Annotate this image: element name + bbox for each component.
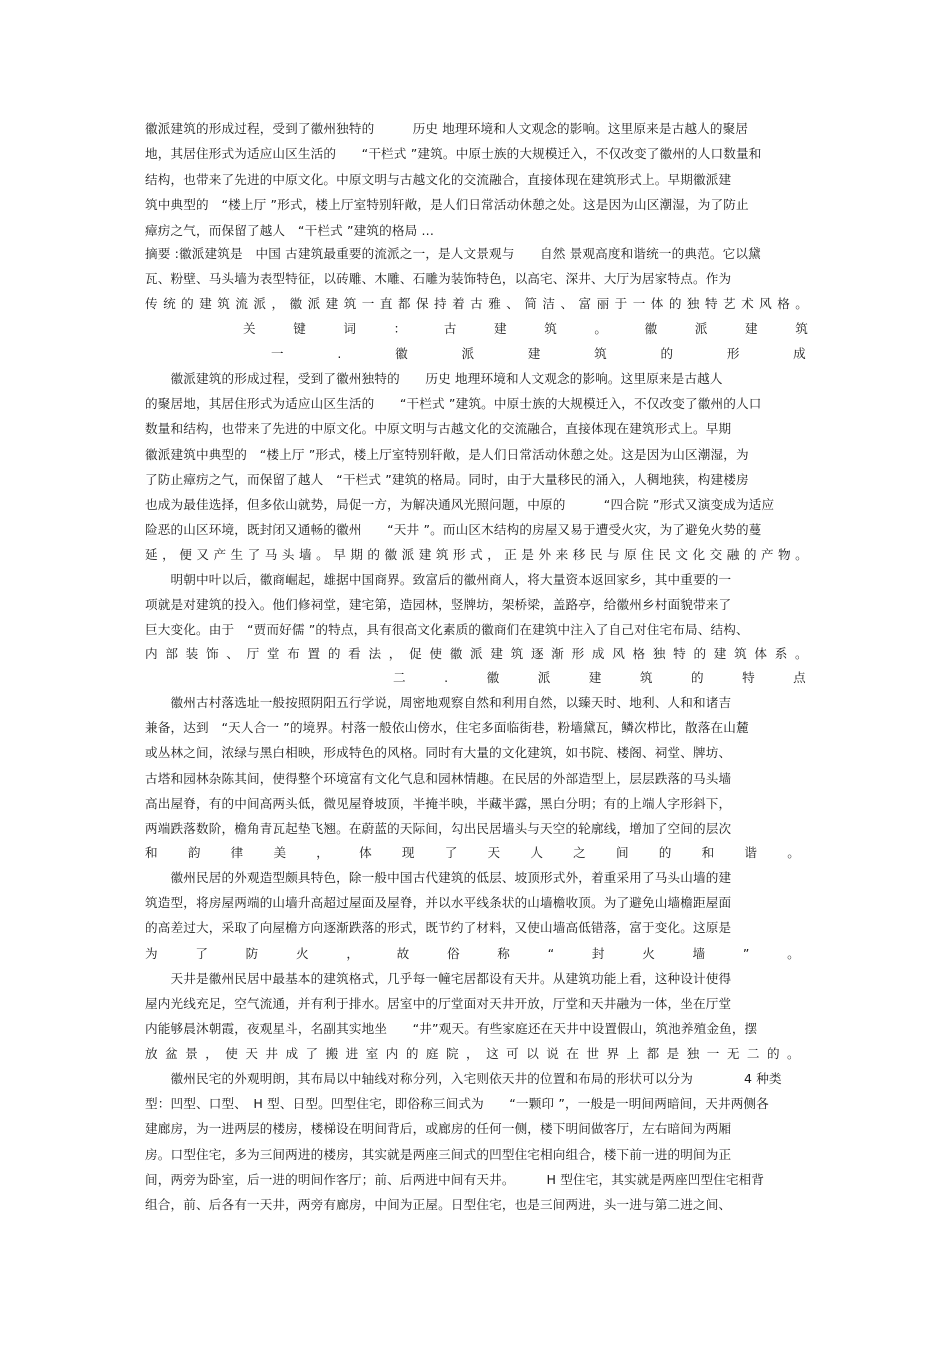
s1_last-char: 民 [658,547,672,562]
keywords-char: 。 [594,321,608,336]
s2-line: 项就是对建筑的投入。他们修祠堂，建宅第，造园林，竖牌坊，架桥梁，盖路亭，给徽州乡村面貌带来了 [145,597,732,613]
heading1-char: 派 [461,346,475,361]
s5_last-char: 进 [345,1046,359,1061]
heading1-char: 成 [793,346,806,361]
s2_last-char: ， [388,646,402,661]
s3_last-char: 了 [444,845,458,860]
abstract_last-char: 着 [452,296,465,311]
intro-line: 结构，也带来了先进的中原文化。中原文明与古越文化的交流融合，直接体现在建筑形式上。早期徽派建 [145,171,732,187]
s2_last-char: 渐 [551,646,564,661]
s1_last-char: 派 [401,547,415,562]
s1_last-char: 式 [470,547,483,562]
s3-line: 兼备，达到 “天人合一 ”的境界。村落一般依山傍水，住宅多面临街巷，粉墙黛瓦，鳞次栉比，散落在山麓 [145,720,749,736]
abstract_last-char: 风 [759,296,772,311]
s1_last-char: 马 [264,547,278,562]
s1_last-char: ， [487,547,500,562]
heading1-char: . [337,346,342,361]
s3_last-char: 谐 [744,845,758,860]
s3_last-char: ， [316,845,329,860]
s3_last-char: 和 [145,845,158,860]
s1_last-char: 便 [179,547,192,562]
s5_last-char: ， [466,1046,479,1061]
s3_last-char: 体 [359,845,372,860]
s4_last-char: 为 [145,946,158,961]
abstract_last-char: 格 [777,296,790,311]
s1_last-line [145,544,808,566]
intro-line: 瘴疠之气，而保留了越人 “干栏式 ”建筑的格局 ... [145,222,434,238]
s1_last-char: ， [162,547,175,562]
s2_last-char: 系 [774,646,788,661]
s2_last-char: 内 [145,646,158,661]
s2_last-char: 体 [754,646,768,661]
heading2-char: 筑 [639,670,653,685]
s4_last-char: 墙 [692,946,706,961]
heading1-char: 徽 [395,346,408,361]
heading2-char: 的 [690,670,704,685]
keywords-char: 筑 [544,321,557,336]
abstract_last-char: 保 [415,296,429,311]
s1_last-char: 产 [213,547,227,562]
s5_last-char: 。 [787,1046,800,1061]
s1_last-char: 交 [709,547,723,562]
s2_last-char: 装 [185,646,199,661]
s2_last-char: 置 [307,646,321,661]
s2_last-char: 。 [795,646,808,661]
intro-line: 筑中典型的 “楼上厅 ”形式，楼上厅室特别轩敞，是人们日常活动休憩之处。这是因为山区潮湿，为了防止 [145,197,749,213]
heading2-line [393,667,806,689]
s3_last-char: 韵 [187,845,201,860]
abstract_last-char: 体 [650,296,664,311]
s5_last-char: 世 [586,1046,600,1061]
abstract_last-line [145,293,808,315]
s1-line: 徽派建筑的形成过程，受到了徽州独特的 历史 地理环境和人文观念的影响。这里原来是古越人 [145,371,723,386]
abstract_last-char: 的 [668,296,682,311]
keywords-char: 关 [243,321,256,336]
abstract-line: 摘要 :徽派建筑是 中国 古建筑最重要的流派之一，是人文景观与 自然 景观高度和谐统一的典范。它以黛 [145,246,761,261]
intro-line: 徽派建筑的形成过程，受到了徽州独特的 历史 地理环境和人文观念的影响。这里原来是古越人的聚居 [145,121,749,136]
keywords-char: 词 [343,321,357,336]
keywords-char: 建 [745,321,758,336]
s1-line: 数量和结构，也带来了先进的中原文化。中原文明与古越文化的交流融合，直接体现在建筑形式上。早期 [145,421,732,437]
s1-line: 也成为最佳选择，但多依山就势，局促一方，为解决通风光照问题，中原的 “四合院 ”形式又演变成为适应 [145,497,775,512]
abstract_last-char: 建 [325,296,339,311]
s4_last-char: 了 [195,946,209,961]
s2_last-char: 的 [327,646,341,661]
abstract_last-char: 流 [235,296,249,311]
s2_last-char: 格 [632,646,646,661]
s6-line: 型：凹型、口型、 H 型、日型。凹型住宅，即俗称三间式为 “一颗印 ”，一般是一明间两暗间，天井两侧各 [145,1096,769,1112]
s2_last-char: 筑 [510,646,524,661]
heading2-char: 建 [588,670,602,685]
s5-line: 内能够晨沐朝霞，夜观星斗，名副其实地坐 “井”观天。有些家庭还在天井中设置假山，筑池养殖金鱼，摆 [145,1021,758,1037]
s2_last-char: 饰 [205,646,219,661]
keywords-char: 徽 [644,321,658,336]
s5_last-char: 上 [626,1046,640,1061]
s1_last-char: 墙 [298,547,312,562]
s4_last-char: ” [742,946,750,961]
s5_last-char: 放 [145,1046,158,1061]
s4_last-char: 火 [642,946,655,961]
s1_last-char: 外 [538,547,552,562]
s1_last-char: 的 [743,547,757,562]
s1_last-char: 头 [281,547,295,562]
s6-line: 房。口型住宅，多为三间两进的楼房，其实就是两座三间式的凹型住宅相向组合，楼下前一进的明间为正 [145,1146,732,1162]
s5_last-char: 使 [225,1046,238,1061]
abstract_last-char: 一 [361,296,375,311]
s3-line: 高出屋脊，有的中间高两头低，微见屋脊坡顶，半掩半映，半藏半露，黑白分明；有的上端人字形斜下， [145,795,732,811]
s4-line: 的高差过大，采取了向屋檐方向逐渐跌落的形式，既节约了材料，又使山墙高低错落，富于变化。这原是 [145,920,732,936]
s3-line: 或丛林之间，浓绿与黑白相映，形成特色的风格。同时有大量的文化建筑，如书院、楼阁、祠堂、牌坊、 [145,745,732,761]
s2_last-char: 独 [652,646,666,661]
s1_last-char: 民 [589,547,603,562]
abstract_last-char: 、 [560,296,574,311]
s1-line: 的聚居地，其居住形式为适应山区生活的 “干栏式 ”建筑。中原士族的大规模迁入，不仅改变了徽州的人口 [145,396,762,412]
s1_last-char: 形 [452,547,466,562]
s3-line: 徽州古村落选址一般按照阴阳五行学说，周密地观察自然和利用自然，以臻天时、地利、人和和诸吉 [145,695,732,710]
s2_last-char: 部 [165,646,179,661]
s4_last-line [145,943,800,965]
s6-line: 建廊房，为一进两层的楼房，楼梯设在明间背后，或廊房的任何一侧，楼下明间做客厅，左右暗间为两厢 [145,1121,732,1137]
s3_last-line [145,842,800,864]
s1_last-char: 文 [675,547,689,562]
s2_last-char: 厅 [246,646,260,661]
s5_last-char: 的 [405,1046,419,1061]
abstract_last-char: 筑 [217,296,230,311]
s2_last-line [145,643,808,665]
heading2-char: 派 [537,670,551,685]
s2_last-char: 建 [490,646,504,661]
s5_last-char: 二 [746,1046,760,1061]
s2_last-char: 建 [713,646,727,661]
s1_last-char: 。 [795,547,808,562]
s3_last-char: 美 [273,845,287,860]
abstract_last-char: 。 [795,296,808,311]
heading1-char: 筑 [594,346,607,361]
s1_last-char: 了 [247,547,261,562]
s4_last-char: 俗 [446,946,460,961]
heading2-char: 徽 [486,670,500,685]
s4_last-char: 火 [295,946,309,961]
s4_last-char: 防 [245,946,259,961]
s1_last-char: 。 [316,547,329,562]
abstract_last-char: 的 [181,296,194,311]
s1_last-char: 与 [606,547,620,562]
s5-line: 屋内光线充足，空气流通，并有利于排水。居室中的厅堂面对天井开放，厅堂和天井融为一体，坐在厅堂 [145,996,732,1012]
s2_last-char: 风 [612,646,625,661]
s5_last-char: 这 [486,1046,499,1061]
s5_last-char: 庭 [425,1046,439,1061]
abstract_last-char: 简 [524,296,538,311]
s5_last-char: 了 [305,1046,319,1061]
s2_last-char: 形 [571,646,585,661]
keywords-char: 建 [494,321,507,336]
s2_last-char: 徽 [449,646,463,661]
s2_last-char: 使 [429,646,443,661]
s1_last-char: 化 [692,547,706,562]
s5-line: 天井是徽州民居中最基本的建筑格式，几乎每一幢宅居都设有天井。从建筑功能上看，这种设计使得 [145,971,732,986]
s2-line: 巨大变化。由于 “贾而好儒 ”的特点，具有很高文化素质的徽商们在建筑中注入了自己对住宅布局、结构、 [145,622,749,638]
s3_last-char: 天 [487,845,501,860]
abstract_last-char: 、 [506,296,519,311]
abstract_last-char: 一 [632,296,646,311]
keywords-char: ： [393,321,407,336]
keywords-char: 筑 [795,321,808,336]
heading1-char: 的 [660,346,674,361]
s2_last-char: 特 [673,646,686,661]
s3-line: 两端跌落数阶，檐角青瓦起垫飞翘。在蔚蓝的天际间，勾出民居墙头与天空的轮廓线，增加了空间的层次 [145,821,732,836]
abstract_last-char: 古 [470,296,483,311]
s2_last-char: 法 [368,646,382,661]
s5_last-char: ， [205,1046,218,1061]
heading1-char: 建 [527,346,541,361]
s2_last-char: 派 [470,646,483,661]
s5_last-char: 院 [445,1046,459,1061]
s5_last-char: 可 [506,1046,519,1061]
s3_last-char: 律 [230,845,244,860]
s1_last-char: 是 [521,547,535,562]
s6-line: 徽州民宅的外观明朗，其布局以中轴线对称分列，入宅则依天井的位置和布局的形状可以分为 4 种类 [145,1071,782,1086]
abstract_last-char: 统 [163,296,176,311]
s1_last-char: 融 [726,547,740,562]
s5_last-char: 以 [526,1046,539,1061]
keywords-char: 古 [443,321,457,336]
s1_last-char: 移 [572,547,586,562]
heading1-char: 一 [271,346,284,361]
s5_last-char: 独 [686,1046,700,1061]
s2-line: 明朝中叶以后，徽商崛起，雄据中国商界。致富后的徽州商人，将大量资本返回家乡，其中重要的一 [145,572,732,587]
s5_last-char: 室 [365,1046,379,1061]
s5_last-char: 都 [646,1046,660,1061]
abstract_last-char: 派 [253,296,267,311]
s4-line: 筑造型，将房屋两端的山墙升高超过屋面及屋脊，并以水平线条状的山墙檐收顶。为了避免山墙檐距屋面 [145,895,732,911]
heading2-char: . [444,670,449,685]
s5_last-char: 盆 [165,1046,178,1061]
s5_last-char: 搬 [325,1046,339,1061]
keywords-line [243,318,808,340]
s1_last-char: 住 [641,547,654,562]
s1_last-char: 早 [333,547,346,562]
abstract_last-char: 于 [614,296,628,311]
s6-line: 间，两旁为卧室，后一进的明间作客厅；前、后两进中间有天井。 H 型住宅，其实就是两座凹型住宅相背 [145,1171,765,1187]
abstract_last-char: 丽 [596,296,610,311]
s1-line: 徽派建筑中典型的 “楼上厅 ”形式，楼上厅室特别轩敞，是人们日常活动休憩之处。这是因为山区潮湿，为 [145,446,749,462]
s1_last-char: 生 [230,547,244,562]
s5_last-char: 天 [245,1046,259,1061]
abstract_last-char: 建 [199,296,212,311]
s2_last-char: 筑 [734,646,747,661]
s4_last-char: 。 [787,946,800,961]
s1_last-char: 延 [145,547,158,562]
s3_last-char: 之 [573,845,586,860]
s4_last-char: 封 [591,946,605,961]
abstract_last-char: 筑 [343,296,357,311]
s3_last-char: 的 [658,845,672,860]
s5_last-char: 无 [726,1046,740,1061]
s5_last-char: 界 [606,1046,620,1061]
s1-line: 了防止瘴疠之气，而保留了越人 “干栏式 ”建筑的格局。同时，由于大量移民的涌入，人稠地狭，构建楼房 [145,471,749,487]
s5_last-char: 的 [766,1046,780,1061]
intro-line: 地，其居住形式为适应山区生活的 “干栏式 ”建筑。中原士族的大规模迁入，不仅改变了徽州的人口数量和 [145,146,762,162]
s5_last-char: 成 [285,1046,299,1061]
s1-line: 险恶的山区环境，既封闭又通畅的徽州 “天井 ”。而山区木结构的房屋又易于遭受火灾，为了避免火势的蔓 [145,522,762,538]
s1_last-char: 建 [418,547,432,562]
heading2-char: 二 [393,670,406,685]
s6-line: 组合，前、后各有一天井，两旁有廊房，中间为正屋。日型住宅，也是三间两进，头一进与第二进之间、 [145,1197,732,1212]
s5_last-line [145,1043,800,1065]
s1_last-char: 徽 [384,547,398,562]
abstract_last-char: 独 [686,296,700,311]
s1_last-char: 物 [778,547,791,562]
s4_last-char: ， [346,946,360,961]
abstract_last-char: 直 [379,296,393,311]
abstract-line: 瓦、粉壁、马头墙为表型特征，以砖雕、木雕、石雕为装饰特色，以高宅、深井、大厅为居家特点。作为 [145,271,732,287]
s1_last-char: 筑 [435,547,449,562]
s1_last-char: 的 [367,547,381,562]
s2_last-char: 布 [287,646,300,661]
s3_last-char: 人 [530,845,544,860]
s1_last-char: 产 [760,547,774,562]
abstract_last-char: 特 [704,296,718,311]
s4_last-char: 称 [497,946,511,961]
s5_last-char: 内 [385,1046,399,1061]
s3_last-char: 现 [401,845,415,860]
s4-line: 徽州民居的外观造型颇具特色，除一般中国古代建筑的低层、坡顶形式外，着重采用了马头山墙的建 [145,870,732,885]
s2_last-char: 堂 [266,646,280,661]
s3_last-char: 和 [701,845,715,860]
s1_last-char: 来 [555,547,569,562]
s1_last-char: 正 [504,547,518,562]
s4_last-char: 故 [396,946,410,961]
s5_last-char: 在 [566,1046,580,1061]
abstract_last-char: 富 [578,296,592,311]
keywords-char: 键 [293,321,306,336]
s1_last-char: 原 [624,547,637,562]
abstract_last-char: 派 [307,296,321,311]
s2_last-char: 、 [226,646,239,661]
s2_last-char: 看 [348,646,361,661]
abstract_last-char: 徽 [289,296,303,311]
abstract_last-char: 艺 [723,296,736,311]
heading2-char: 点 [793,670,806,685]
abstract_last-char: 雅 [488,296,501,311]
s5_last-char: 一 [706,1046,720,1061]
s2_last-char: 逐 [530,646,544,661]
abstract_last-char: 洁 [542,296,556,311]
s2_last-char: 的 [693,646,707,661]
s2_last-char: 成 [591,646,605,661]
s5_last-char: 景 [185,1046,198,1061]
s1_last-char: 又 [196,547,210,562]
s3-line: 古塔和园林杂陈其间，使得整个环境富有文化气息和园林情趣。在民居的外部造型上，层层跌落的马头墙 [145,770,732,786]
abstract_last-char: 传 [145,296,158,311]
s4_last-char: “ [547,946,555,961]
abstract_last-char: 都 [397,296,411,311]
s5_last-char: 说 [546,1046,559,1061]
heading1-char: 形 [726,346,740,361]
heading2-char: 特 [742,670,755,685]
abstract_last-char: 持 [434,296,447,311]
s5_last-char: 是 [666,1046,680,1061]
s3_last-char: 。 [787,845,800,860]
abstract_last-char: 术 [741,296,754,311]
s1_last-char: 期 [350,547,364,562]
keywords-char: 派 [694,321,708,336]
s2_last-char: 促 [409,646,422,661]
heading1-line [271,343,806,365]
s5_last-char: 井 [265,1046,279,1061]
s3_last-char: 间 [615,845,629,860]
abstract_last-char: ， [271,296,285,311]
